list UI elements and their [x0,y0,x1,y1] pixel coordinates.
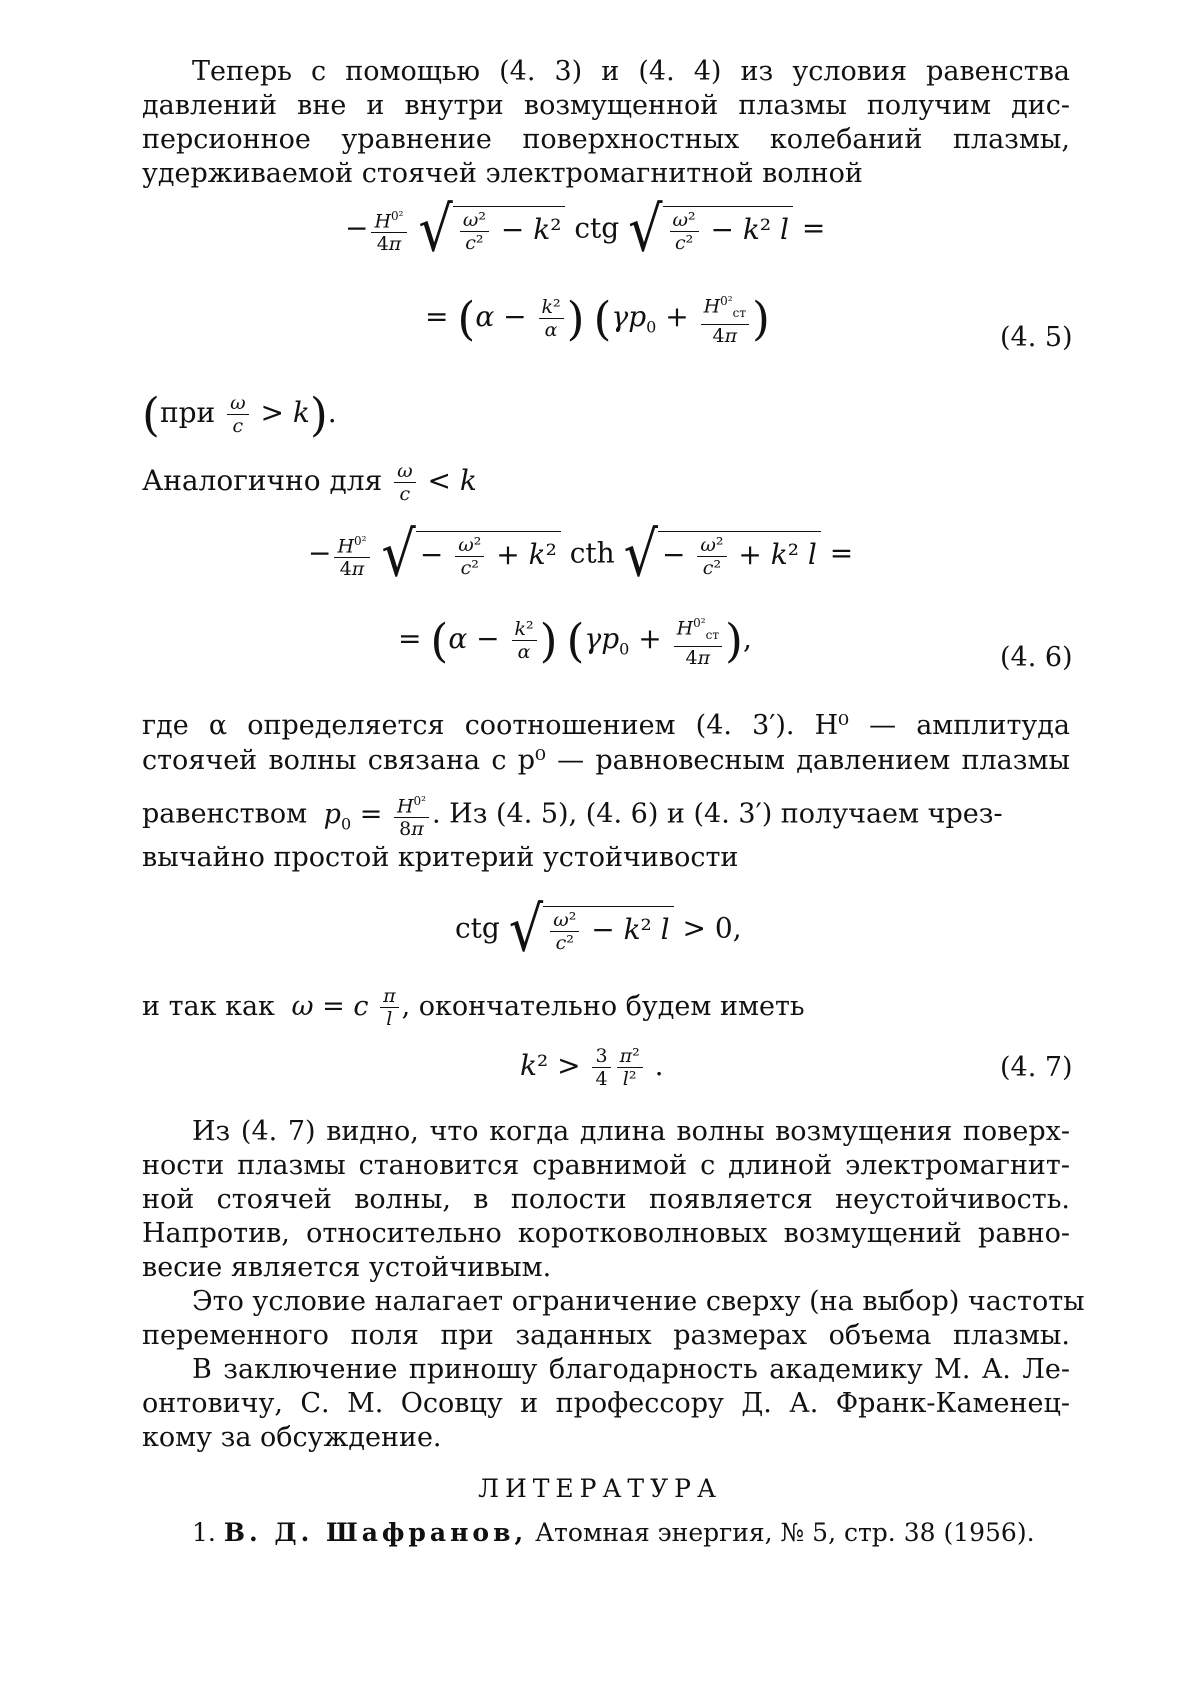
paragraph-line: кому за обсуждение. [142,1422,442,1453]
paragraph-line: Теперь с помощью (4. 3) и (4. 4) из условия равенства [192,56,1070,87]
equation-4-6-line-2: = (α − $\frac{\text{k²}}{\alpha}$ ) ($\gamma p_0$ + $\frac{H^{0^2}_{ст}}{4\pi}$ ), [398,613,752,670]
paragraph-line: стоячей волны связана с p⁰ — равновесным давлением плазмы [142,745,1070,776]
equation-4-6-line-1: − $\frac{H^{0^2}}{4\pi}$ √ − $\frac{\text{ω²}}{\text{c²}}$ + k² cth √ − $\frac{\text{ω²}}{\text{c²}}$ + k² l = [308,518,854,591]
paragraph-line: давлений вне и внутри возмущенной плазмы получим дис- [142,90,1070,121]
equation-number: (4. 5) [1000,322,1073,353]
paragraph-text: , окончательно будем иметь [401,991,805,1022]
paragraph-line: ной стоячей волны, в полости появляется неустойчивость. [142,1184,1070,1215]
reference-item [192,1518,1035,1547]
reference-author: В. Д. Шафранов, [223,1518,528,1547]
paragraph-line: ности плазмы становится сравнимой с длиной электромагнит- [142,1150,1070,1181]
reference-source: Атомная энергия, № 5, стр. 38 (1956). [535,1518,1035,1547]
condition-omega-greater-k: (при $\frac{\omega}{c}$ > k). [142,387,337,442]
paragraph-line-with-formula: и так как ω = c $\frac{\pi}{l}$ , окончательно будем иметь [142,985,805,1030]
paragraph-line-with-formula: равенством $p_0$ = $\frac{H^{0^2}}{8\pi}$ . Из (4. 5), (4. 6) и (4. 3′) получаем чрез- [142,790,1070,840]
equation-4-5-line-2: = (α − $\frac{\text{k²}}{\alpha}$ ) ($\gamma p_0$ + $\frac{H^{0^2}_{ст}}{4\pi}$ ) [425,291,770,348]
paragraph-line: весие является устойчивым. [142,1252,552,1283]
paragraph-text: . Из (4. 5), (4. 6) и (4. 3′) получаем чрез- [431,798,1003,830]
analog-line: Аналогично для $\frac{\omega}{c}$ < k [142,460,477,505]
reference-number: 1. [192,1518,216,1547]
equation-number: (4. 7) [1000,1052,1073,1083]
paragraph-line: персионное уравнение поверхностных колебаний плазмы, [142,124,1070,155]
paragraph-line: Это условие налагает ограничение сверху (на выбор) частоты [192,1286,1085,1317]
paragraph-line: В заключение приношу благодарность академику М. А. Ле- [192,1354,1070,1385]
equation-4-5-line-1: − $\frac{H^{0^2}}{4\pi}$ √ $\frac{\text{ω²}}{\text{c²}}$ − k² ctg √ $\frac{\text{ω²}}{\text{c²}}$ − k² l = [345,193,826,266]
paragraph-line: онтовичу, С. М. Осовцу и профессору Д. А. Франк-Каменец- [142,1388,1070,1419]
section-title-literature: ЛИТЕРАТУРА [478,1474,722,1503]
paragraph-line: Напротив, относительно коротковолновых возмущений равно- [142,1218,1070,1249]
equation-4-7: k² > $\frac{3}{4}$ $\frac{\text{π²}}{\text{l²}}$ . [520,1045,664,1090]
paragraph-line: переменного поля при заданных размерах объема плазмы. [142,1320,1070,1351]
paragraph-line: вычайно простой критерий устойчивости [142,842,739,873]
paragraph-text: и так как [142,991,275,1022]
paragraph-line: где α определяется соотношением (4. 3′). H⁰ — амплитуда [142,710,1070,741]
equation-number: (4. 6) [1000,642,1073,673]
paragraph-line: Из (4. 7) видно, что когда длина волны возмущения поверх- [192,1116,1070,1147]
paragraph-line: удерживаемой стоячей электромагнитной волной [142,158,863,189]
paragraph-text: равенством [142,798,308,830]
stability-criterion: ctg √ $\frac{\text{ω²}}{\text{c²}}$ − k² l > 0, [455,893,742,966]
